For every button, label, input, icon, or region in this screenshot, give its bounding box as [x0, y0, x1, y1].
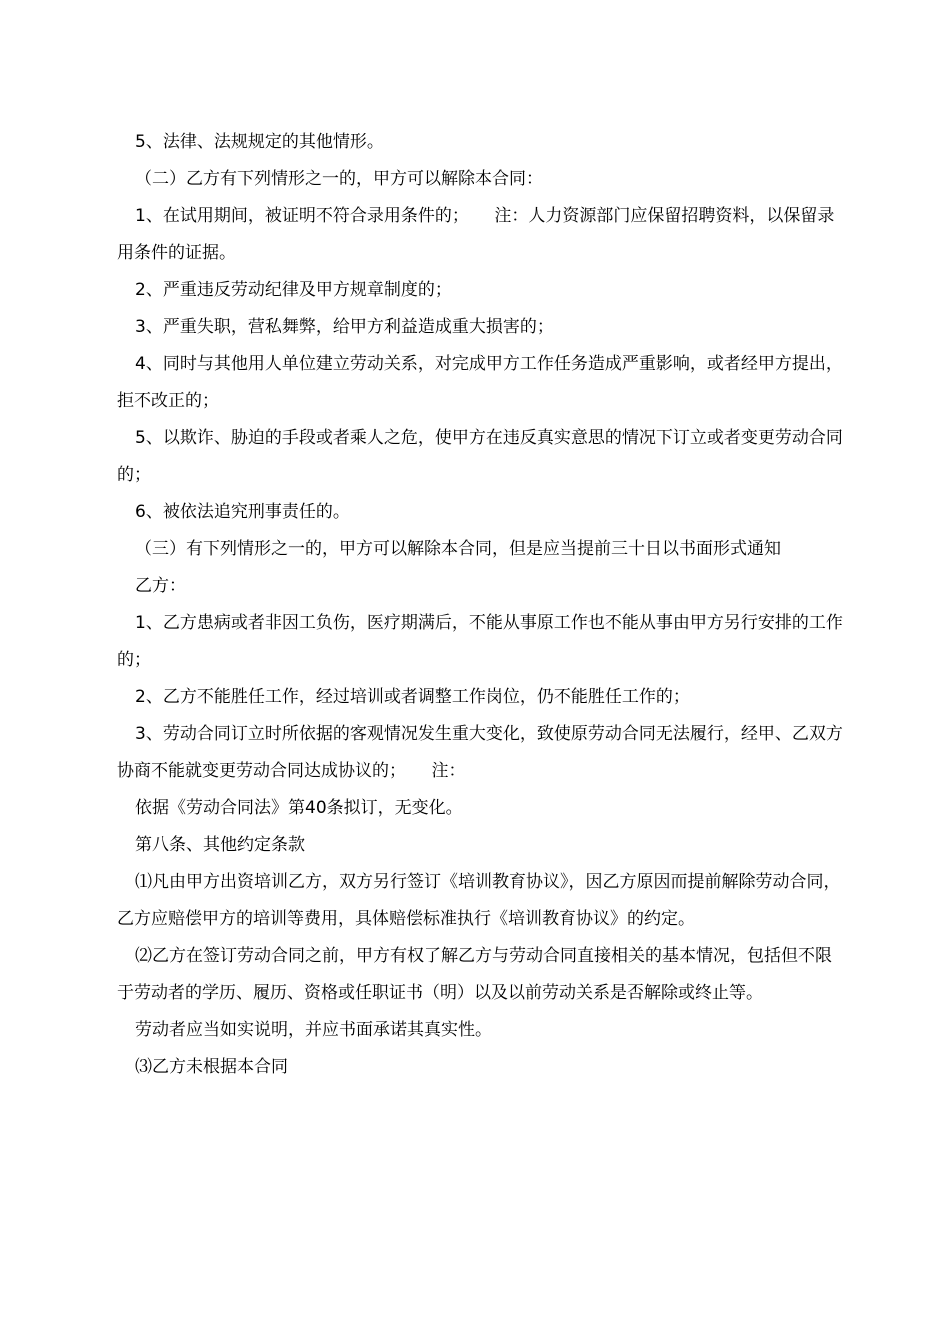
paragraph: （三）有下列情形之一的，甲方可以解除本合同，但是应当提前三十日以书面形式通知	[135, 539, 781, 559]
document-body	[117, 124, 845, 1086]
paragraph: ⑴凡由甲方出资培训乙方，双方另行签订《培训教育协议》，因乙方原因而提前解除劳动合同，乙方应赔偿甲方的培训等费用，具体赔偿标准执行《培训教育协议》的约定。	[117, 872, 841, 929]
paragraph: 劳动者应当如实说明，并应书面承诺其真实性。	[135, 1020, 492, 1040]
paragraph: 依据《劳动合同法》第40条拟订，无变化。	[135, 798, 463, 818]
paragraph: 2、乙方不能胜任工作，经过培训或者调整工作岗位，仍不能胜任工作的；	[135, 687, 690, 707]
paragraph: 6、被依法追究刑事责任的。	[135, 502, 350, 522]
paragraph: （二）乙方有下列情形之一的，甲方可以解除本合同：	[135, 169, 543, 189]
paragraph: 1、乙方患病或者非因工负伤，医疗期满后，不能从事原工作也不能从事由甲方另行安排的工作的；	[117, 613, 843, 670]
section-heading: 第八条、其他约定条款	[135, 835, 305, 855]
paragraph: 3、劳动合同订立时所依据的客观情况发生重大变化，致使原劳动合同无法履行，经甲、乙双方协商不能就变更劳动合同达成协议的； 注：	[117, 724, 843, 781]
paragraph: 2、严重违反劳动纪律及甲方规章制度的；	[135, 280, 452, 300]
paragraph: ⑶乙方未根据本合同	[135, 1057, 288, 1077]
paragraph: 5、法律、法规规定的其他情形。	[135, 132, 384, 152]
paragraph: 乙方：	[135, 576, 186, 596]
paragraph: 3、严重失职，营私舞弊，给甲方利益造成重大损害的；	[135, 317, 554, 337]
paragraph: 5、以欺诈、胁迫的手段或者乘人之危，使甲方在违反真实意思的情况下订立或者变更劳动合同的；	[117, 428, 843, 485]
paragraph: ⑵乙方在签订劳动合同之前，甲方有权了解乙方与劳动合同直接相关的基本情况，包括但不限于劳动者的学历、履历、资格或任职证书（明）以及以前劳动关系是否解除或终止等。	[117, 946, 832, 1003]
paragraph: 1、在试用期间，被证明不符合录用条件的； 注：人力资源部门应保留招聘资料，以保留录用条件的证据。	[117, 206, 835, 263]
paragraph: 4、同时与其他用人单位建立劳动关系，对完成甲方工作任务造成严重影响，或者经甲方提出，拒不改正的；	[117, 354, 843, 411]
